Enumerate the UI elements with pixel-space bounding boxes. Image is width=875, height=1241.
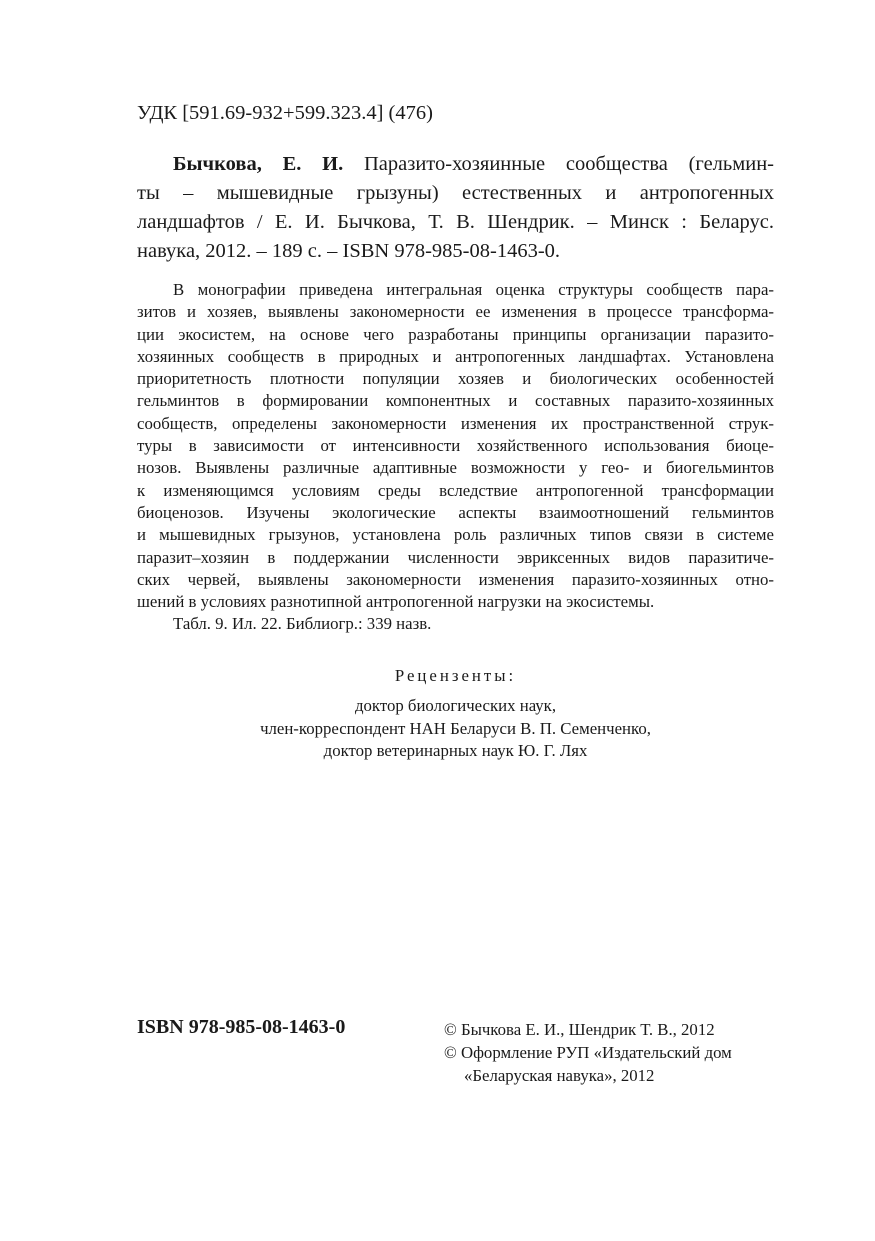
abstract-line: гельминтов в формировании компонентных и составных паразито-хозяинных: [137, 391, 774, 411]
copyright-block: [444, 1019, 732, 1087]
reviewer-line: доктор биологических наук,: [354, 696, 557, 716]
biblio-line-3: ландшафтов / Е. И. Бычкова, Т. В. Шендрик. – Минск : Беларус.: [137, 211, 774, 233]
abstract-line: В монографии приведена интегральная оценка структуры сообществ пара-: [173, 280, 774, 299]
udk-code: УДК [591.69-932+599.323.4] (476): [137, 102, 433, 124]
biblio-author: Бычкова, Е. И.: [173, 153, 344, 175]
abstract-line: ских червей, выявлены закономерности изменения паразито-хозяинных отно-: [137, 569, 774, 589]
abstract-line: биоценозов. Изучены экологические аспекты взаимоотношений гельминтов: [137, 502, 774, 522]
abstract-line: приоритетность плотности популяции хозяев и биологических особенностей: [137, 369, 774, 389]
biblio-line-1: [137, 150, 774, 179]
reviewers-title: Рецензенты:: [394, 666, 517, 685]
tables-figures-line: Табл. 9. Ил. 22. Библиогр.: 339 назв.: [173, 614, 432, 634]
biblio-line-4: навука, 2012. – 189 с. – ISBN 978-985-08-1463-0.: [137, 240, 561, 262]
abstract: [137, 279, 774, 636]
abstract-line: и мышевидных грызунов, установлена роль различных типов связи в системе: [137, 525, 774, 545]
abstract-line: сообществ, определены закономерности изменения их пространственной струк-: [137, 413, 774, 433]
biblio-title-start: Паразито-хозяинные сообщества (гельмин-: [343, 153, 774, 175]
copyright-design: © Оформление РУП «Издательский дом: [444, 1042, 732, 1062]
abstract-line: шений в условиях разнотипной антропогенной нагрузки на экосистемы.: [137, 592, 655, 612]
isbn: ISBN 978-985-08-1463-0: [137, 1016, 346, 1038]
abstract-line: паразит–хозяин в поддержании численности эвриксенных видов паразитиче-: [137, 547, 774, 567]
reviewer-line: доктор ветеринарных наук Ю. Г. Лях: [323, 740, 588, 760]
copyright-publisher: «Беларуская навука», 2012: [464, 1065, 655, 1085]
abstract-line: ции экосистем, на основе чего разработаны принципы организации паразито-: [137, 324, 774, 344]
abstract-line: к изменяющимся условиям среды вследствие антропогенной трансформации: [137, 480, 774, 500]
bibliographic-record: [137, 150, 774, 266]
abstract-line: зитов и хозяев, выявлены закономерности ее изменения в процессе трансформа-: [137, 302, 774, 322]
abstract-line: хозяинных сообществ в природных и антропогенных ландшафтах. Установлена: [137, 346, 774, 366]
biblio-line-2: ты – мышевидные грызуны) естественных и антропогенных: [137, 182, 774, 204]
abstract-line: нозов. Выявлены различные адаптивные возможности у гео- и биогельминтов: [137, 458, 774, 478]
reviewer-line: член-корреспондент НАН Беларуси В. П. Семенченко,: [260, 718, 651, 738]
copyright-authors: © Бычкова Е. И., Шендрик Т. В., 2012: [444, 1020, 715, 1039]
abstract-line: туры в зависимости от интенсивности хозяйственного использования биоце-: [137, 436, 774, 456]
reviewers-block: [137, 665, 774, 762]
